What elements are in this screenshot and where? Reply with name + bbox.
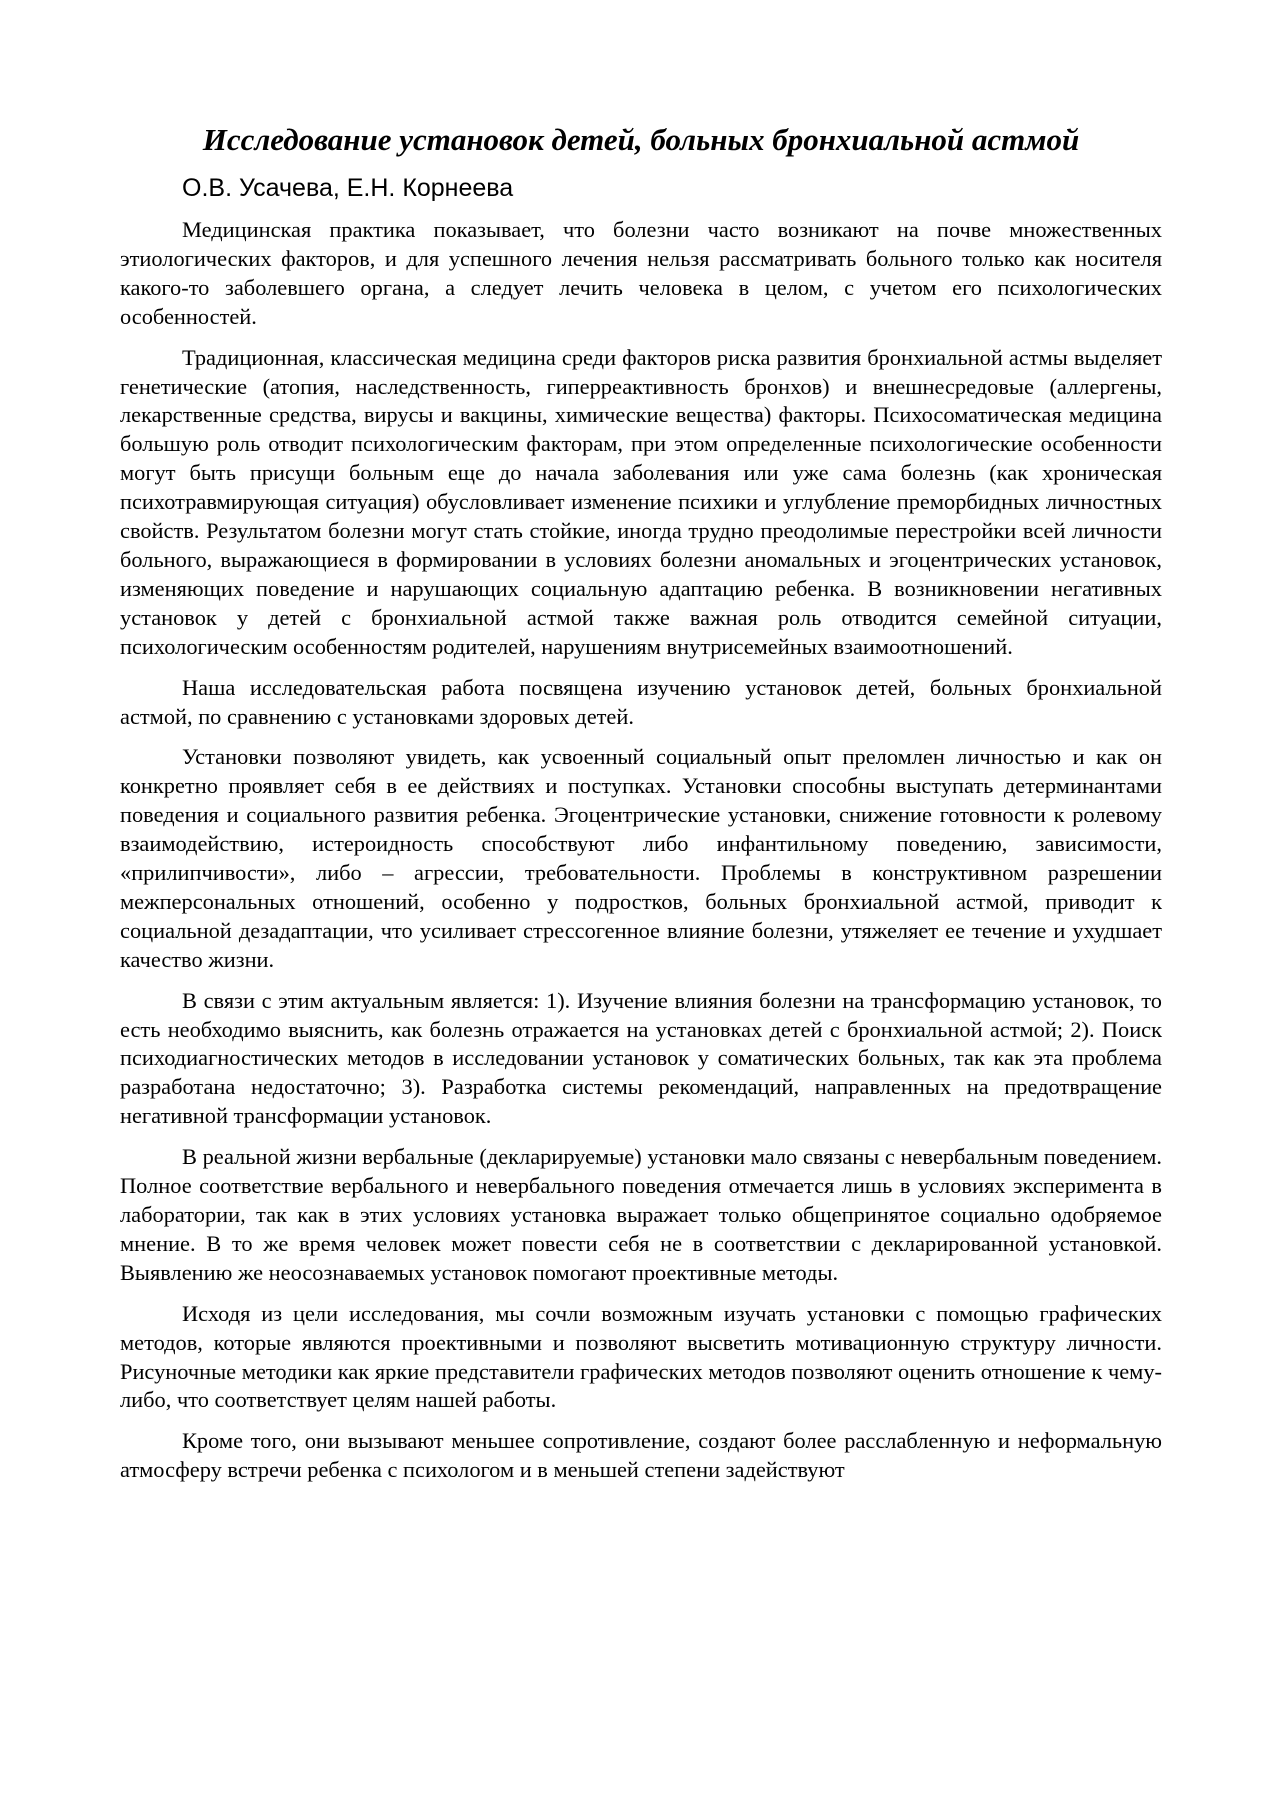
paragraph: Исходя из цели исследования, мы сочли возможным изучать установки с помощью графических методов, которые являются проективными и позволяют высветить мотивационную структуру личности. Рисуночные методики как яркие представители графических методов позволяют оценить отношение к чему-либо, что соответствует целям нашей работы.: [120, 1300, 1162, 1413]
paragraph: В связи с этим актуальным является: 1). Изучение влияния болезни на трансформацию установок, то есть необходимо выяснить, как болезнь отражается на установках детей с бронхиальной астмой; 2). Поиск психодиагностических методов в исследовании установок у соматических больных, так как эта проблема разработана недостаточно; 3). Разработка системы рекомендаций, направленных на предотвращение негативной трансформации установок.: [120, 987, 1162, 1129]
paragraph: Кроме того, они вызывают меньшее сопротивление, создают более расслабленную и неформальную атмосферу встречи ребенка с психологом и в меньшей степени задействуют: [120, 1428, 1162, 1483]
paragraph: Наша исследовательская работа посвящена изучению установок детей, больных бронхиальной астмой, по сравнению с установками здоровых детей.: [120, 674, 1162, 729]
document-title: Исследование установок детей, больных бронхиальной астмой: [202, 122, 1080, 157]
paragraph: Медицинская практика показывает, что болезни часто возникают на почве множественных этиологических факторов, и для успешного лечения нельзя рассматривать больного только как носителя какого-то заболевшего органа, а следует лечить человека в целом, с учетом его психологических особенностей.: [120, 217, 1162, 329]
paragraph: Установки позволяют увидеть, как усвоенный социальный опыт преломлен личностью и как он конкретно проявляет себя в ее действиях и поступках. Установки способны выступать детерминантами поведения и социального развития ребенка. Эгоцентрические установки, снижение готовности к ролевому взаимодействию, истероидность способствуют либо инфантильному поведению, зависимости, «прилипчивости», либо – агрессии, требовательности. Проблемы в конструктивном разрешении межперсональных отношений, особенно у подростков, больных бронхиальной астмой, приводит к социальной дезадаптации, что усиливает стрессогенное влияние болезни, утяжеляет ее течение и ухудшает качество жизни.: [120, 744, 1162, 972]
document-body: [120, 118, 1162, 1497]
document-authors: О.В. Усачева, Е.Н. Корнеева: [182, 174, 514, 202]
paragraph: Традиционная, классическая медицина среди факторов риска развития бронхиальной астмы выделяет генетические (атопия, наследственность, гиперреактивность бронхов) и внешнесредовые (аллергены, лекарственные средства, вирусы и вакцины, химические вещества) факторы. Психосоматическая медицина большую роль отводит психологическим факторам, при этом определенные психологические особенности могут быть присущи больным еще до начала заболевания или уже сама болезнь (как хроническая психотравмирующая ситуация) обусловливает изменение психики и углубление преморбидных личностных свойств. Результатом болезни могут стать стойкие, иногда трудно преодолимые перестройки всей личности больного, выражающиеся в формировании в условиях болезни аномальных и эгоцентрических установок, изменяющих поведение и нарушающих социальную адаптацию ребенка. В возникновении негативных установок у детей с бронхиальной астмой также важная роль отводится семейной ситуации, психологическим особенностям родителей, нарушениям внутрисемейных взаимоотношений.: [120, 344, 1162, 659]
paragraph: В реальной жизни вербальные (декларируемые) установки мало связаны с невербальным поведением. Полное соответствие вербального и невербального поведения отмечается лишь в условиях эксперимента в лаборатории, так как в этих условиях установка выражает только общепринятое социально одобряемое мнение. В то же время человек может повести себя не в соответствии с декларированной установкой. Выявлению же неосознаваемых установок помогают проективные методы.: [120, 1144, 1162, 1285]
